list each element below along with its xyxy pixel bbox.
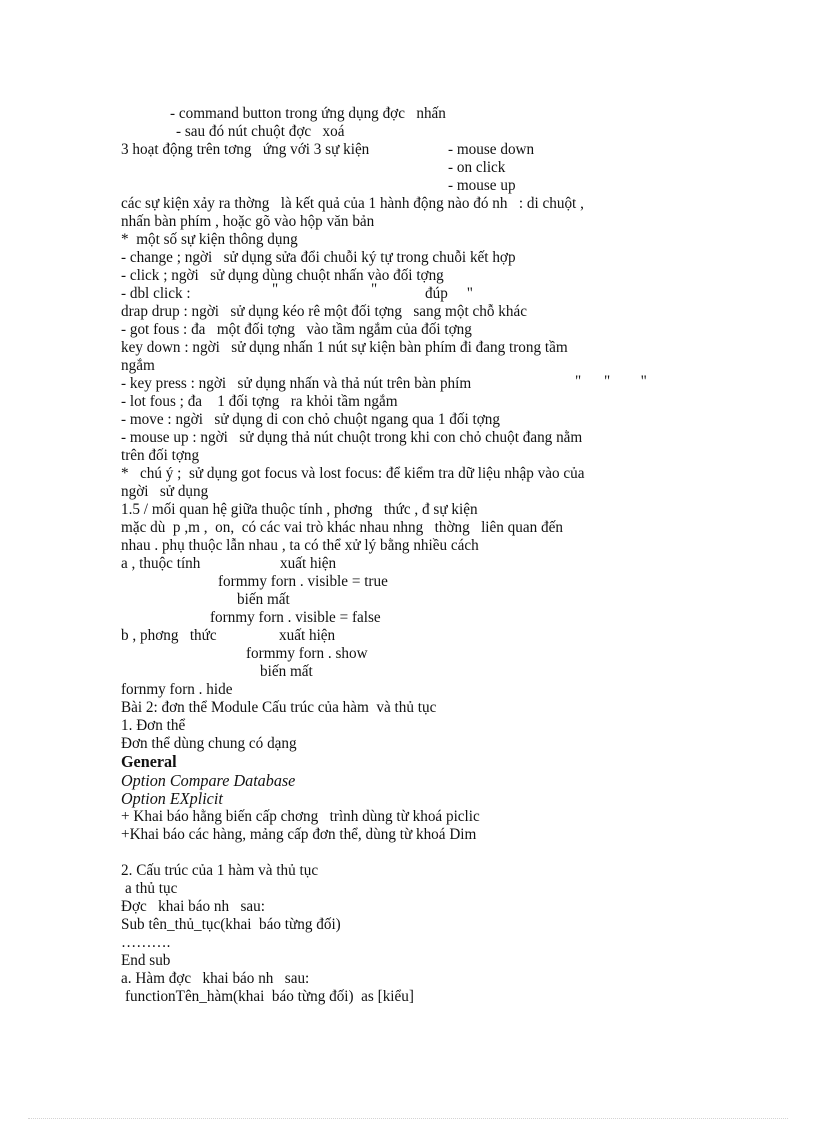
text-line: + Khai báo hằng biến cấp chơng trình dùng từ khoá piclic bbox=[121, 808, 480, 825]
text-line: a thủ tục bbox=[125, 880, 178, 897]
text-line: 1.5 / mối quan hệ giữa thuộc tính , phơng thức , đ sự kiện bbox=[121, 501, 478, 518]
text-line: " bbox=[371, 281, 378, 298]
text-line: biến mất bbox=[260, 663, 313, 680]
text-line: - got fous : đa một đối tợng vào tầm ngắm của đối tợng bbox=[121, 321, 472, 338]
text-line: trên đối tợng bbox=[121, 447, 200, 464]
text-line: +Khai báo các hàng, mảng cấp đơn thể, dùng từ khoá Dim bbox=[121, 826, 477, 843]
text-line: Bài 2: đơn thể Module Cấu trúc của hàm và thủ tục bbox=[121, 699, 437, 716]
text-line: - dbl click : bbox=[121, 285, 191, 302]
text-line: Đơn thể dùng chung có dạng bbox=[121, 735, 297, 752]
text-line: ………. bbox=[121, 934, 171, 951]
text-line: formmy forn . visible = true bbox=[218, 573, 388, 590]
text-line: - mouse up : ngời sử dụng thả nút chuột trong khi con chỏ chuột đang nằm bbox=[121, 429, 583, 446]
text-line: - key press : ngời sử dụng nhấn và thả nút trên bàn phím bbox=[121, 375, 472, 392]
text-line: 3 hoạt động trên tơng ứng với 3 sự kiện bbox=[121, 141, 370, 158]
text-line: formmy forn . show bbox=[246, 645, 368, 662]
text-line: a , thuộc tính bbox=[121, 555, 201, 572]
heading-general: General bbox=[121, 752, 177, 771]
text-line: 2. Cấu trúc của 1 hàm và thủ tục bbox=[121, 862, 319, 879]
text-line: key down : ngời sử dụng nhấn 1 nút sự kiện bàn phím đi đang trong tầm bbox=[121, 339, 568, 356]
text-line: xuất hiện bbox=[280, 555, 337, 572]
text-line: Sub tên_thủ_tục(khai báo từng đối) bbox=[121, 916, 341, 933]
text-line: - change ; ngời sử dụng sửa đổi chuỗi ký tự trong chuỗi kết hợp bbox=[121, 249, 516, 266]
text-line: - mouse up bbox=[448, 177, 516, 194]
text-line: Đợc khai báo nh sau: bbox=[121, 898, 265, 915]
text-line: đúp " bbox=[425, 285, 474, 302]
text-line: ngời sử dụng bbox=[121, 483, 209, 500]
text-line: - sau đó nút chuột đợc xoá bbox=[176, 123, 345, 140]
text-line: nhau . phụ thuộc lẫn nhau , ta có thể xử lý bằng nhiều cách bbox=[121, 537, 479, 554]
text-line: - command button trong ứng dụng đợc nhấn bbox=[170, 105, 446, 122]
text-line: - move : ngời sử dụng di con chỏ chuột ngang qua 1 đối tợng bbox=[121, 411, 500, 428]
text-line: ngắm bbox=[121, 357, 155, 374]
text-line: End sub bbox=[121, 952, 171, 969]
text-line: fornmy forn . visible = false bbox=[210, 609, 381, 626]
page-bottom-divider bbox=[28, 1118, 788, 1119]
text-line: các sự kiện xảy ra thờng là kết quả của 1 hành động nào đó nh : di chuột , bbox=[121, 195, 584, 212]
text-line: mặc dù p ,m , on, có các vai trò khác nhau nhng thờng liên quan đến bbox=[121, 519, 563, 536]
text-line: - click ; ngời sử dụng dùng chuột nhấn vào đối tợng bbox=[121, 267, 444, 284]
text-line: - mouse down bbox=[448, 141, 535, 158]
text-line: * một số sự kiện thông dụng bbox=[121, 231, 298, 248]
text-line: b , phơng thức bbox=[121, 627, 217, 644]
text-line: " bbox=[272, 281, 279, 298]
text-line: nhấn bàn phím , hoặc gõ vào hộp văn bản bbox=[121, 213, 375, 230]
text-line: * chú ý ; sử dụng got focus và lost focus: để kiểm tra dữ liệu nhập vào của bbox=[121, 465, 585, 482]
text-line: xuất hiện bbox=[279, 627, 336, 644]
code-line: Option EXplicit bbox=[121, 789, 223, 808]
text-line: " " " bbox=[575, 373, 647, 390]
code-line: Option Compare Database bbox=[121, 771, 296, 790]
text-line: - on click bbox=[448, 159, 506, 176]
text-line: fornmy forn . hide bbox=[121, 681, 233, 698]
text-line: functionTên_hàm(khai báo từng đối) as [kiểu] bbox=[125, 988, 414, 1005]
text-line: - lot fous ; đa 1 đối tợng ra khỏi tầm ngắm bbox=[121, 393, 398, 410]
text-line: biến mất bbox=[237, 591, 290, 608]
text-line: drap drup : ngời sử dụng kéo rê một đối tợng sang một chỗ khác bbox=[121, 303, 527, 320]
text-line: a. Hàm đợc khai báo nh sau: bbox=[121, 970, 310, 987]
text-line: 1. Đơn thể bbox=[121, 717, 186, 734]
